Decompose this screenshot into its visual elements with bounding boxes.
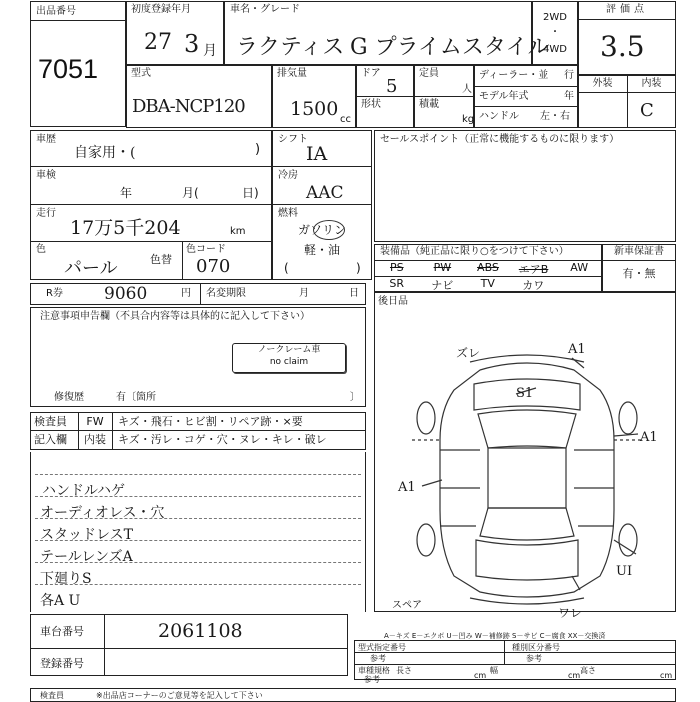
first-reg-unit: 月	[203, 43, 217, 59]
deadline-day: 日	[349, 288, 359, 299]
recycle-box	[30, 283, 366, 305]
mileage-unit: km	[230, 226, 246, 237]
note-line-4: テールレンズA	[40, 549, 133, 565]
equip-leather: カワ	[522, 279, 545, 292]
gasoline-circle	[313, 220, 345, 240]
fuel-paren-open: (	[284, 261, 289, 275]
drive-dot: ・	[550, 27, 560, 38]
footer-inspector: 検査員	[40, 691, 64, 700]
warranty-value: 有・無	[622, 267, 656, 280]
ac-label: 冷房	[278, 170, 298, 181]
door-value: 5	[386, 76, 398, 97]
displacement-label: 排気量	[277, 68, 307, 79]
sales-title: セールスポイント（正常に機能するものに限ります）	[380, 134, 620, 145]
drive-2wd: 2WD	[543, 12, 567, 23]
diagram-label-1: ズレ	[456, 346, 481, 360]
history-value: 自家用・(	[74, 145, 136, 161]
dealer-suffix: 行	[564, 70, 574, 81]
equip-airbag: エアB	[518, 263, 549, 276]
recycle-value: 9060	[104, 284, 148, 304]
sales-box	[374, 130, 676, 242]
shift-value: IA	[306, 143, 328, 165]
repair-label: 修復歴	[54, 392, 84, 403]
fuel-diesel: 軽・油	[304, 243, 341, 257]
repair-close: 〕	[350, 392, 360, 403]
capacity-unit: 人	[462, 84, 472, 95]
width-label: 幅	[490, 666, 498, 675]
interior-value: C	[640, 100, 654, 121]
history-label: 車歴	[36, 134, 56, 145]
first-reg-year: 27	[144, 30, 172, 55]
ac-value: AAC	[306, 183, 344, 203]
lot-label: 出品番号	[36, 6, 76, 17]
footer-note: ※出品店コーナーのご意見等を記入して下さい	[96, 691, 263, 700]
deadline-month: 月	[299, 288, 309, 299]
displacement-value: 1500	[290, 98, 339, 120]
eval-label: 評価点	[606, 4, 648, 15]
warranty-title: 新車保証書	[614, 246, 664, 257]
equip-pw: PW	[433, 261, 452, 274]
fw-label: FW	[86, 415, 104, 428]
length-label: 長さ	[396, 666, 412, 675]
color-label: 色	[36, 244, 46, 255]
first-reg-month: 3	[184, 30, 200, 58]
width-unit: cm	[568, 671, 581, 680]
drive-4wd: 4WD	[543, 44, 567, 55]
equip-sr: SR	[389, 277, 405, 290]
mileage-label: 走行	[36, 208, 56, 219]
mileage-value: 17万5千204	[70, 217, 181, 239]
chassis-label: 車台番号	[40, 625, 84, 638]
registration-label: 登録番号	[40, 657, 84, 670]
inside-label: 内装	[84, 433, 106, 446]
color-code-label: 色コード	[186, 244, 226, 255]
deadline-label: 名変期限	[206, 288, 246, 299]
recorder-label: 記入欄	[34, 433, 67, 446]
car-name: ラクティス	[236, 35, 345, 60]
inspector-label: 検査員	[34, 415, 67, 428]
note-line-3: スタッドレスT	[40, 527, 133, 543]
model-year-unit: 年	[564, 91, 574, 102]
handle-label: ハンドル	[479, 111, 519, 122]
eval-score: 3.5	[600, 30, 645, 63]
color-code-value: 070	[196, 256, 231, 277]
door-label: ドア	[361, 68, 381, 79]
notes-title: 注意事項申告欄（不具合内容等は具体的に記入して下さい）	[40, 311, 310, 322]
diagram-label-7: スペア	[392, 600, 422, 611]
size-label: 車種規格	[358, 666, 390, 675]
color-change-label: 色替	[150, 253, 172, 266]
noclaim-jp: ノークレーム車	[257, 345, 321, 355]
load-unit: kg	[462, 114, 475, 125]
shift-label: シフト	[278, 134, 308, 145]
diagram-label-2: A1	[568, 342, 586, 357]
size-ref: 参考	[364, 675, 380, 684]
car-damage-diagram	[404, 340, 650, 608]
shaken-month: 月(	[182, 186, 199, 200]
shaken-year: 年	[120, 186, 133, 200]
equip-ps: PS	[389, 261, 404, 274]
shaken-day: 日)	[242, 186, 259, 200]
equip-abs: ABS	[477, 261, 499, 274]
capacity-label: 定員	[419, 68, 439, 79]
shaken-label: 車検	[36, 170, 56, 181]
equipment-row2	[374, 277, 556, 292]
car-grade: G プライムスタイル	[350, 35, 550, 60]
designated-ref: 参考	[370, 654, 386, 663]
history-close: )	[255, 142, 261, 157]
chassis-value: 2061108	[158, 620, 243, 642]
model-label: 型式	[131, 68, 151, 79]
fuel-paren-close: )	[356, 261, 361, 275]
diagram-legend: A－キズ E－エクボ U－凹み W－補修跡 S－サビ C－腐食 XX－交換済	[384, 632, 606, 640]
noclaim-stamp	[232, 343, 346, 373]
category-label: 種別区分番号	[512, 643, 560, 652]
diagram-label-5: A1	[398, 480, 416, 495]
dealer-label: ディーラー・並	[479, 70, 549, 81]
height-label: 高さ	[580, 666, 596, 675]
category-ref: 参考	[526, 654, 542, 663]
color-value: パール	[64, 258, 118, 279]
interior-label: 内装	[641, 78, 662, 89]
diagram-label-3: S1	[516, 386, 534, 401]
equip-aw: AW	[570, 261, 589, 274]
recycle-label: R券	[46, 288, 63, 299]
fuel-gasoline: ガソリン	[298, 223, 347, 237]
fuel-label: 燃料	[278, 208, 298, 219]
equipment-row1	[374, 261, 602, 276]
interior-items: キズ・汚レ・コゲ・穴・ヌレ・キレ・破レ	[118, 433, 327, 446]
diagram-label-8: ワレ	[558, 606, 583, 620]
note-line-5: 下廻りS	[40, 571, 92, 587]
handle-value: 左・右	[540, 111, 570, 122]
model-value: DBA-NCP120	[132, 96, 245, 117]
diagram-label-6: UI	[616, 564, 633, 579]
car-grade-label: 車名・グレード	[230, 4, 300, 15]
lot-number: 7051	[38, 54, 99, 84]
displacement-unit: cc	[340, 114, 351, 125]
equip-navi: ナビ	[431, 279, 454, 292]
designated-label: 型式指定番号	[358, 643, 406, 652]
note-line-1: ハンドルハゲ	[42, 483, 126, 499]
first-reg-label: 初度登録年月	[131, 4, 191, 15]
note-line-6: 各A U	[40, 593, 81, 609]
equipment-title: 装備品（純正品に限り○をつけて下さい）	[380, 246, 569, 257]
load-label: 積載	[419, 99, 439, 110]
recycle-unit: 円	[181, 288, 191, 299]
fw-items: キズ・飛石・ヒビ割・リペア跡・×要	[118, 415, 303, 428]
note-line-2: オーディオレス・穴	[40, 505, 165, 521]
length-unit: cm	[474, 671, 487, 680]
height-unit: cm	[660, 671, 673, 680]
diagram-label-4: A1	[640, 430, 658, 445]
equip-tv: TV	[480, 277, 495, 290]
exterior-label: 外装	[592, 78, 613, 89]
shape-label: 形状	[361, 99, 381, 110]
model-year-label: モデル年式	[479, 91, 529, 102]
noclaim-en: no claim	[269, 357, 309, 367]
parking-label: 後日品	[378, 296, 408, 307]
repair-value: 有〔箇所	[116, 392, 156, 403]
